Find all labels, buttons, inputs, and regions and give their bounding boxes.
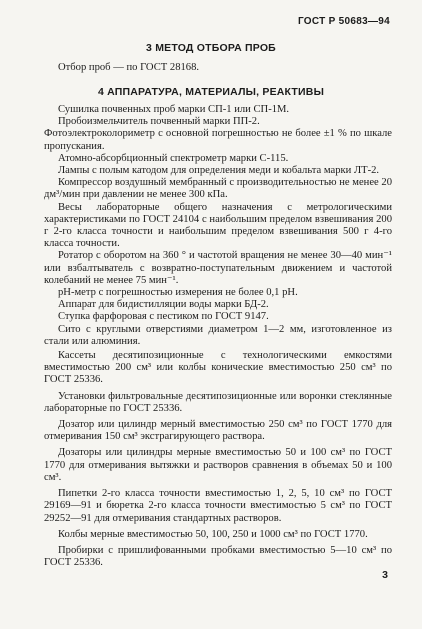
paragraph: Атомно-абсорбционный спектрометр марки С-115. [58,152,289,164]
section-3-paragraph: Отбор проб — по ГОСТ 28168. [58,62,200,73]
section-4-heading: 4 АППАРАТУРА, МАТЕРИАЛЫ, РЕАКТИВЫ [97,86,325,98]
paragraph: Аппарат для бидистилляции воды марки БД-2. [58,299,269,311]
paragraph: Пробирки с пришлифованными пробками вместимостью 5—10 см³ по ГОСТ 25336. [44,544,392,569]
page-number: 3 [382,569,388,581]
paragraph: Дозаторы или цилиндры мерные вместимостью 50 и 100 см³ по ГОСТ 1770 для отмеривания вытяжки и растворов сравнения в объемах 50 и 100 см³. [44,447,392,483]
document-code-header: ГОСТ Р 50683—94 [297,16,390,27]
paragraph: Дозатор или цилиндр мерный вместимостью 250 см³ по ГОСТ 1770 для отмеривания 150 см³ экстрагирующего раствора. [44,419,392,443]
paragraph: pH-метр с погрешностью измерения не более 0,1 pH. [58,287,298,299]
paragraph: Лампы с полым катодом для определения меди и кобальта марки ЛТ-2. [58,165,380,177]
paragraph: Компрессор воздушный мембранный с производительностью не менее 20 дм³/мин при давлении не менее 300 кПа. [44,177,392,201]
paragraph: Пробоизмельчитель почвенный марки ПП-2. [58,116,260,128]
paragraph: Ротатор с оборотом на 360 ° и частотой вращения не менее 30—40 мин⁻¹ или взбалтыватель с возвратно-поступательным движением и частотой колебаний не менее 75 мин⁻¹. [44,250,392,286]
section-3-text [58,62,406,74]
section-4-body [44,104,392,569]
paragraph: Ступка фарфоровая с пестиком по ГОСТ 9147. [58,311,269,323]
paragraph: Сито с круглыми отверстиями диаметром 1—2 мм, изготовленное из стали или алюминия. [44,323,392,347]
paragraph: Кассеты десятипозиционные с технологическими емкостями вместимостью 200 см³ или колбы конические вместимостью 250 см³ по ГОСТ 25336. [44,350,392,386]
paragraph: Фотоэлектроколориметр с основной погрешностью не более ±1 % по шкале пропускания. [44,128,392,152]
paragraph: Установки фильтровальные десятипозиционные или воронки стеклянные лабораторные по ГОСТ 25336. [44,390,392,414]
paragraph: Весы лабораторные общего назначения с метрологическими характеристиками по ГОСТ 24104 с наибольшим пределом взвешивания 200 г 2-го класса точности и наибольшим пределом взвешивания 500 г 4-го класса точности. [44,201,392,250]
paragraph: Колбы мерные вместимостью 50, 100, 250 и 1000 см³ по ГОСТ 1770. [58,528,368,540]
paragraph: Сушилка почвенных проб марки СП-1 или СП-1М. [58,104,290,115]
section-3-heading: 3 МЕТОД ОТБОРА ПРОБ [146,42,276,54]
paragraph: Пипетки 2-го класса точности вместимостью 1, 2, 5, 10 см³ по ГОСТ 29169—91 и бюретка 2-го класса точности вместимостью 5 см³ по ГОСТ 29252—91 для отмеривания стандартных растворов. [44,488,392,524]
